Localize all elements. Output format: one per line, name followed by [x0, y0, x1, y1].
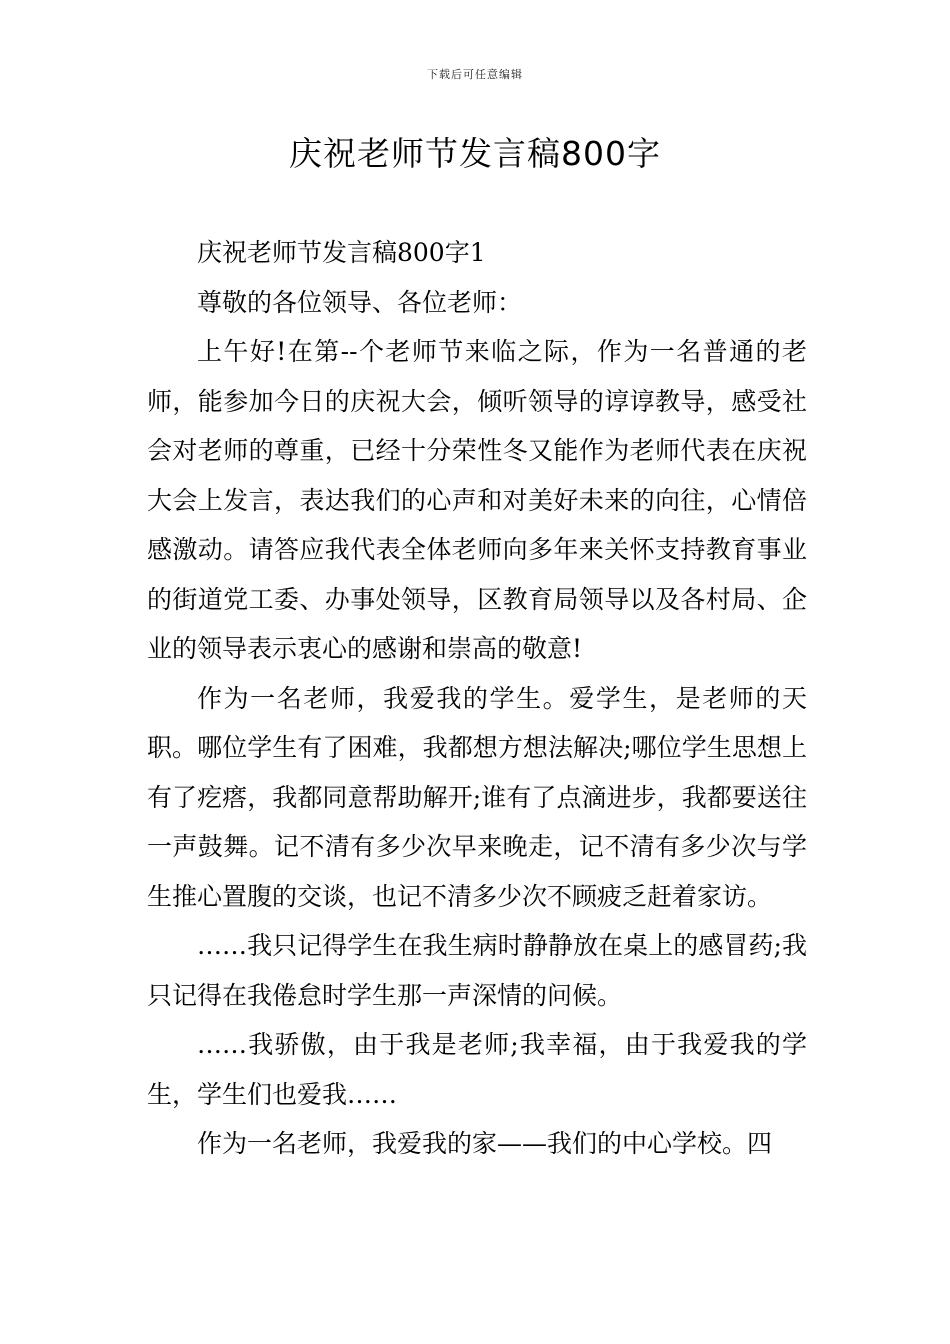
paragraph: ……我骄傲，由于我是老师;我幸福，由于我爱我的学生，学生们也爱我……: [147, 1030, 807, 1109]
header-note: 下载后可任意编辑: [427, 68, 523, 81]
paragraph: 上午好!在第--个老师节来临之际，作为一名普通的老师，能参加今日的庆祝大会，倾听领导的谆谆教导，感受社会对老师的尊重，已经十分荣性冬又能作为老师代表在庆祝大会上发言，表达我们的心声和对美好未来的向往，心情倍感激动。请答应我代表全体老师向多年来关怀支持教育事业的街道党工委、办事处领导，区教育局领导以及各村局、企业的领导表示衷心的感谢和崇高的敬意!: [147, 337, 807, 663]
document-title: 庆祝老师节发言稿800字: [289, 134, 661, 173]
paragraph: 作为一名老师，我爱我的学生。爱学生，是老师的天职。哪位学生有了困难，我都想方想法解决;哪位学生思想上有了疙瘩，我都同意帮助解开;谁有了点滴进步，我都要送往一声鼓舞。记不清有多少次早来晚走，记不清有多少次与学生推心置腹的交谈，也记不清多少次不顾疲乏赶着家访。: [147, 683, 807, 911]
paragraph-subtitle: 庆祝老师节发言稿800字1: [197, 238, 486, 267]
paragraph-salutation: 尊敬的各位领导、各位老师：: [197, 287, 523, 317]
paragraph: ……我只记得学生在我生病时静静放在桌上的感冒药;我只记得在我倦怠时学生那一声深情的问候。: [147, 931, 807, 1010]
paragraph: 作为一名老师，我爱我的家——我们的中心学校。四: [197, 1129, 773, 1158]
document-body: [147, 228, 807, 1169]
